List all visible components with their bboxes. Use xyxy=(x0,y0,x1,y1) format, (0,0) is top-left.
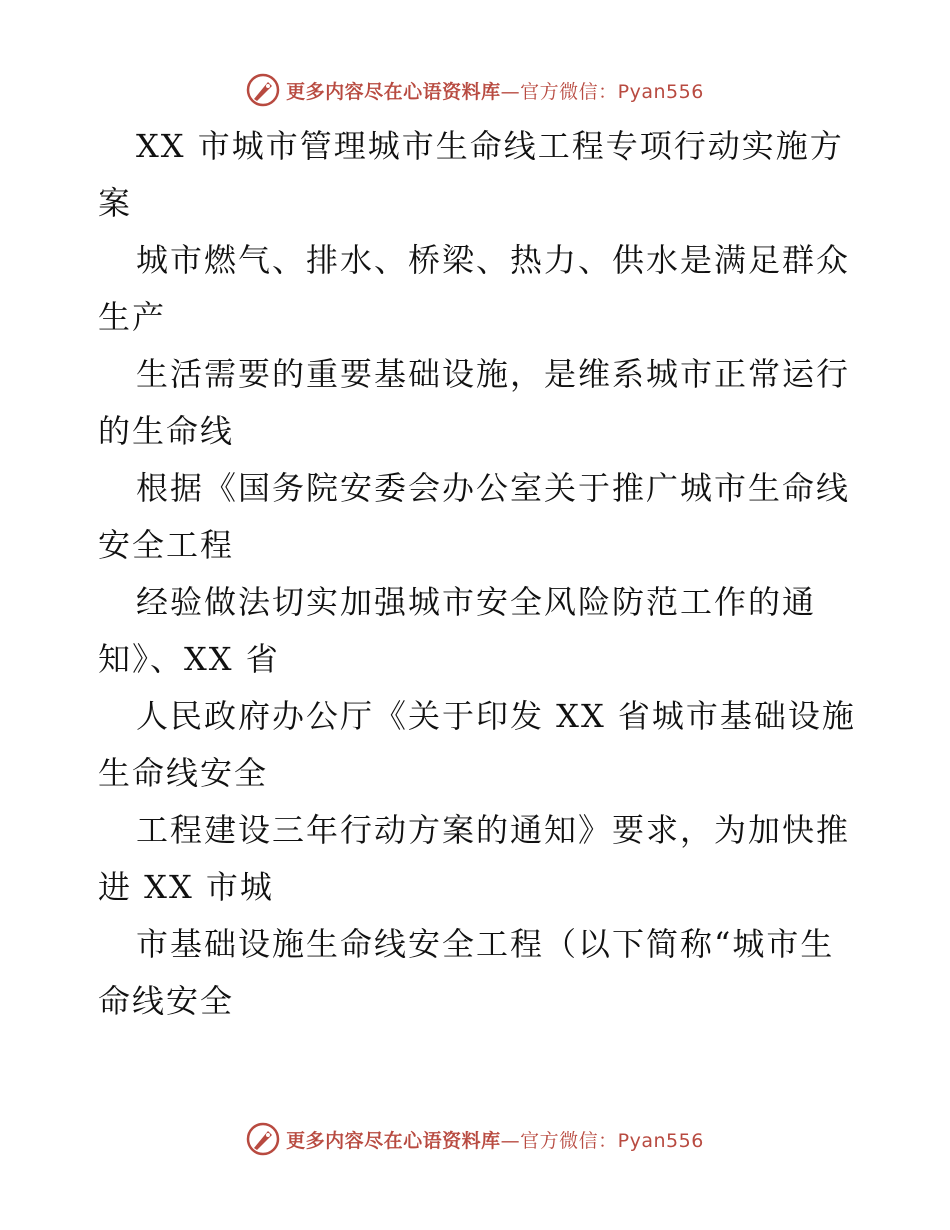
paragraph: 人民政府办公厅《关于印发 XX 省城市基础设施 生命线安全 xyxy=(98,697,856,792)
watermark-text: 更多内容尽在心语资料库—官方微信：Pyan556 xyxy=(286,80,704,103)
document-body xyxy=(98,118,858,1030)
pen-nib-logo-icon xyxy=(246,1122,280,1156)
watermark-text: 更多内容尽在心语资料库—官方微信：Pyan556 xyxy=(286,1129,704,1152)
pen-nib-logo-icon xyxy=(246,73,280,107)
paragraph: XX 市城市管理城市生命线工程专项行动实施方 案 xyxy=(98,127,844,222)
footer-watermark xyxy=(0,1119,950,1159)
paragraph: 市基础设施生命线安全工程（以下简称“城市生 命线安全 xyxy=(98,925,835,1020)
paragraph: 生活需要的重要基础设施，是维系城市正常运行 的生命线 xyxy=(98,355,851,450)
paragraph: 经验做法切实加强城市安全风险防范工作的通 知》、XX 省 xyxy=(98,583,817,678)
paragraph: 工程建设三年行动方案的通知》要求，为加快推 进 XX 市城 xyxy=(98,811,851,906)
paragraph: 城市燃气、排水、桥梁、热力、供水是满足群众 生产 xyxy=(98,241,851,336)
paragraph: 根据《国务院安委会办公室关于推广城市生命线 安全工程 xyxy=(98,469,851,564)
header-watermark xyxy=(0,70,950,110)
